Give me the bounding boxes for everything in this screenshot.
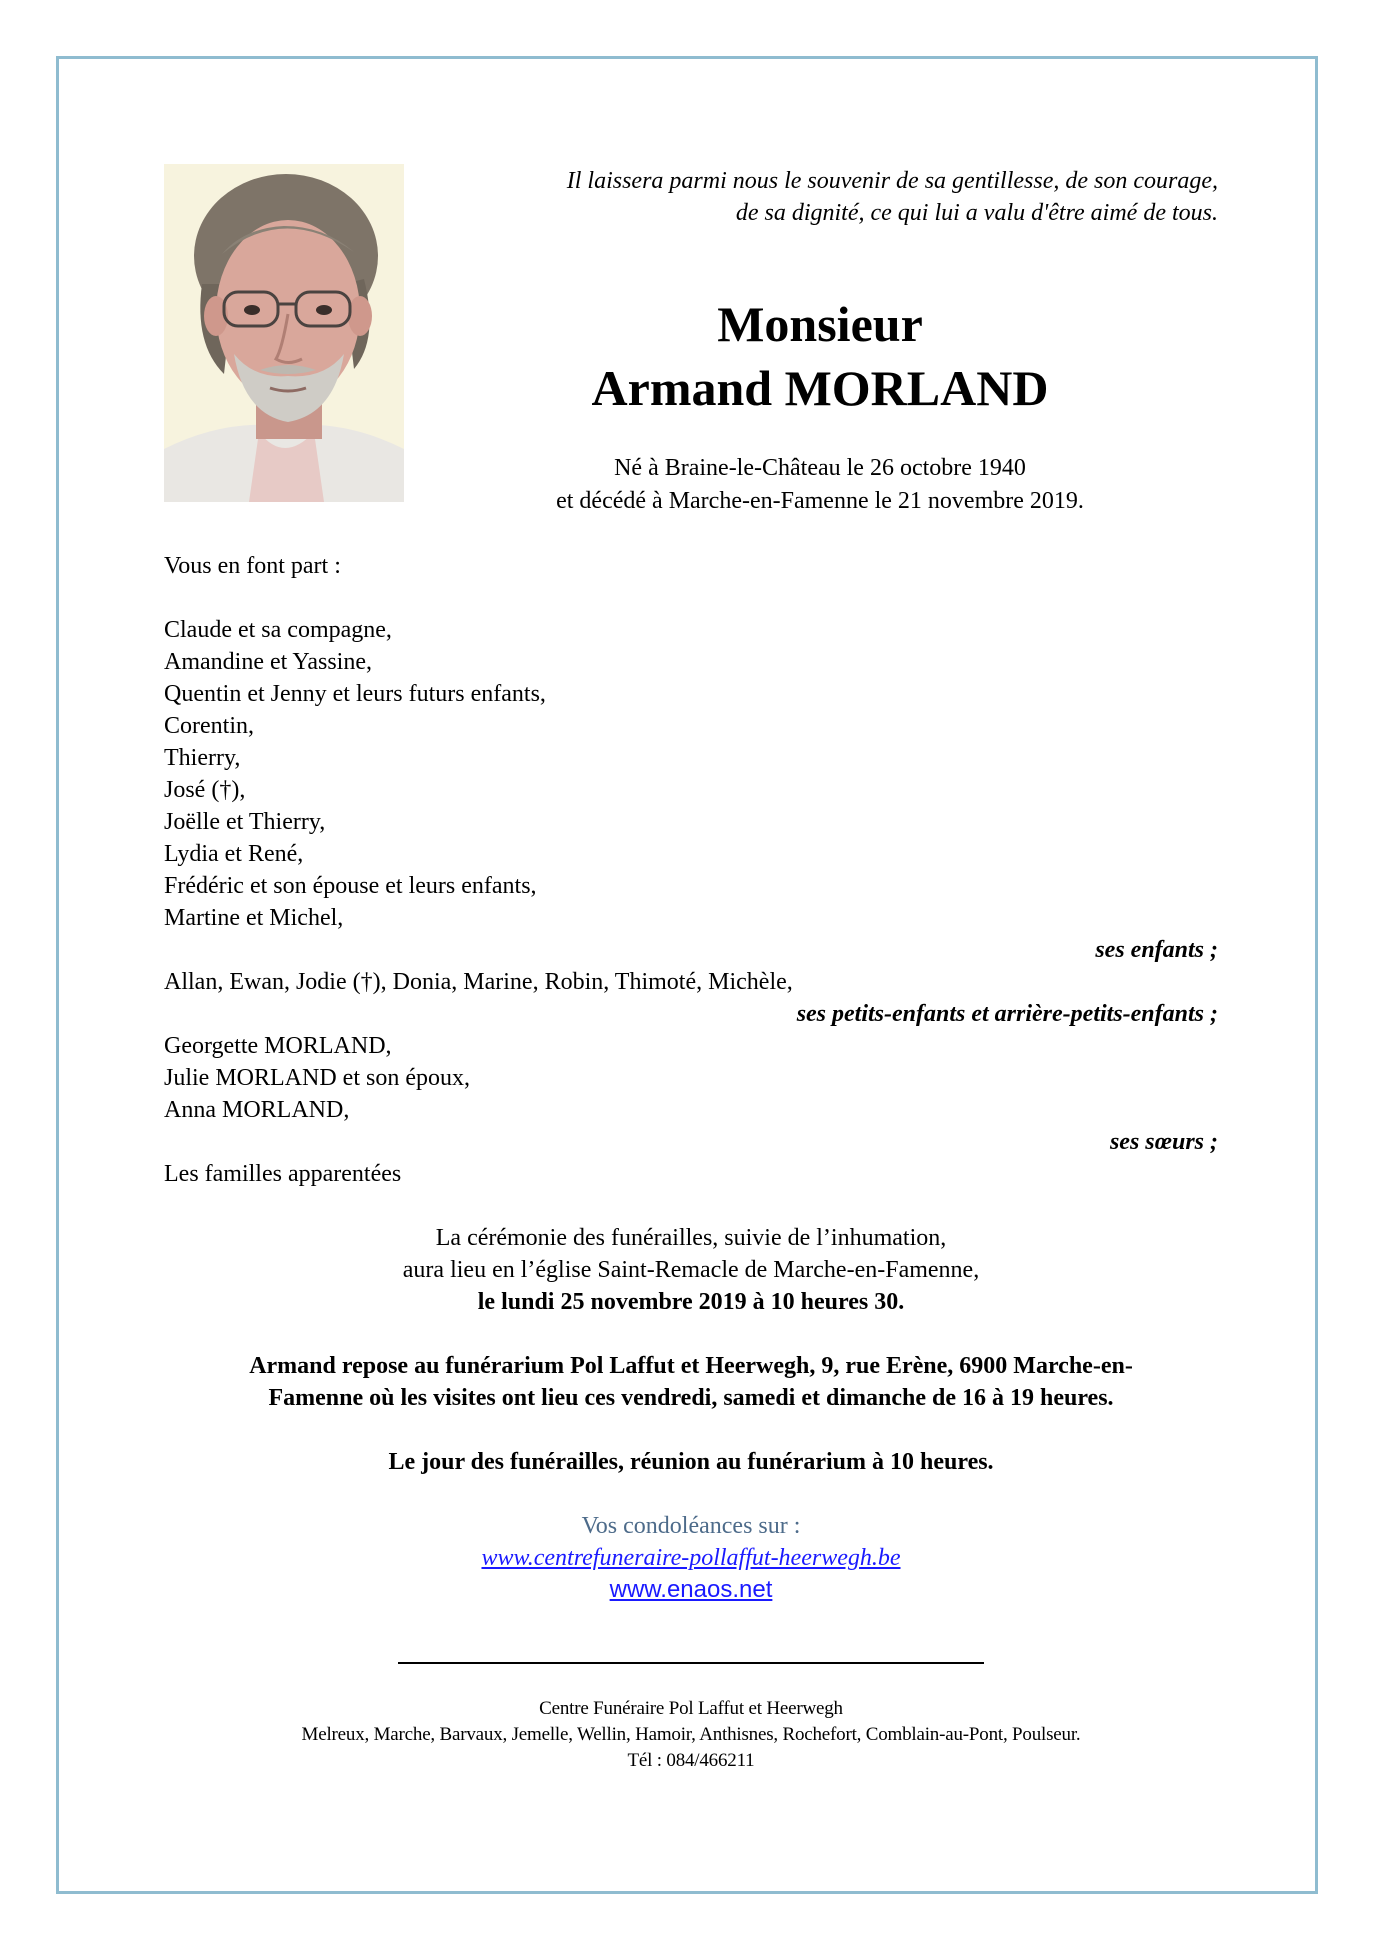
- funerarium-block: [164, 1350, 1218, 1414]
- life-dates: [420, 452, 1220, 518]
- ceremony-date: le lundi 25 novembre 2019 à 10 heures 30.: [477, 1289, 905, 1315]
- sisters-role: ses sœurs ;: [1109, 1129, 1218, 1155]
- family-member: Quentin et Jenny et leurs futurs enfants,: [164, 681, 546, 707]
- family-member: Amandine et Yassine,: [164, 649, 372, 675]
- portrait-illustration: [164, 164, 404, 502]
- deceased-name: Armand MORLAND: [591, 360, 1049, 416]
- condolences-label: Vos condoléances sur :: [581, 1513, 801, 1539]
- family-member: José (†),: [164, 777, 246, 803]
- condolences-block: [164, 1510, 1218, 1606]
- ceremony-line: aura lieu en l’église Saint-Remacle de Marche-en-Famenne,: [402, 1257, 980, 1283]
- ceremony-line: La cérémonie des funérailles, suivie de l’inhumation,: [435, 1225, 947, 1251]
- family-member: Thierry,: [164, 745, 241, 771]
- family-member: Georgette MORLAND,: [164, 1033, 392, 1059]
- funerarium-line: Armand repose au funérarium Pol Laffut et Heerwegh, 9, rue Erène, 6900 Marche-en-: [249, 1353, 1133, 1379]
- funeral-home-name: Centre Funéraire Pol Laffut et Heerwegh: [539, 1698, 843, 1719]
- family-member: Martine et Michel,: [164, 905, 344, 931]
- children-role: ses enfants ;: [1095, 937, 1218, 963]
- intro-line: Vous en font part :: [164, 553, 341, 579]
- family-member: Anna MORLAND,: [164, 1097, 350, 1123]
- funeral-home-phone: Tél : 084/466211: [627, 1750, 755, 1771]
- quote-line: de sa dignité, ce qui lui a valu d'être aimé de tous.: [735, 200, 1218, 226]
- memorial-quote: [420, 165, 1218, 229]
- divider-rule: [398, 1662, 984, 1664]
- condolences-link-pollaffut[interactable]: www.centrefuneraire-pollaffut-heerwegh.be: [481, 1545, 901, 1571]
- deceased-title: [420, 292, 1220, 420]
- family-member: Claude et sa compagne,: [164, 617, 392, 643]
- families-line: Les familles apparentées: [164, 1161, 402, 1187]
- family-member: Frédéric et son épouse et leurs enfants,: [164, 873, 537, 899]
- birth-line: Né à Braine-le-Château le 26 octobre 1940: [614, 455, 1026, 481]
- portrait-photo: [164, 164, 404, 502]
- family-member: Joëlle et Thierry,: [164, 809, 326, 835]
- honorific: Monsieur: [717, 296, 923, 352]
- ceremony-block: [164, 1222, 1218, 1318]
- children-list: [164, 614, 546, 934]
- family-member: Lydia et René,: [164, 841, 304, 867]
- family-member: Corentin,: [164, 713, 254, 739]
- family-member: Julie MORLAND et son époux,: [164, 1065, 470, 1091]
- funeral-home-footer: [164, 1696, 1218, 1774]
- death-line: et décédé à Marche-en-Famenne le 21 novembre 2019.: [556, 488, 1084, 514]
- funeral-home-locations: Melreux, Marche, Barvaux, Jemelle, Wellin, Hamoir, Anthisnes, Rochefort, Comblain-au-Pont, Poulseur.: [301, 1724, 1081, 1745]
- grandchildren-role: ses petits-enfants et arrière-petits-enfants ;: [796, 1001, 1218, 1027]
- sisters-list: [164, 1030, 470, 1126]
- grandchildren-line: Allan, Ewan, Jodie (†), Donia, Marine, Robin, Thimoté, Michèle,: [164, 969, 793, 995]
- quote-line: Il laissera parmi nous le souvenir de sa gentillesse, de son courage,: [566, 168, 1218, 194]
- meeting-line: Le jour des funérailles, réunion au funérarium à 10 heures.: [388, 1449, 994, 1475]
- condolences-link-enaos[interactable]: www.enaos.net: [609, 1576, 773, 1603]
- funerarium-line: Famenne où les visites ont lieu ces vendredi, samedi et dimanche de 16 à 19 heures.: [268, 1385, 1114, 1411]
